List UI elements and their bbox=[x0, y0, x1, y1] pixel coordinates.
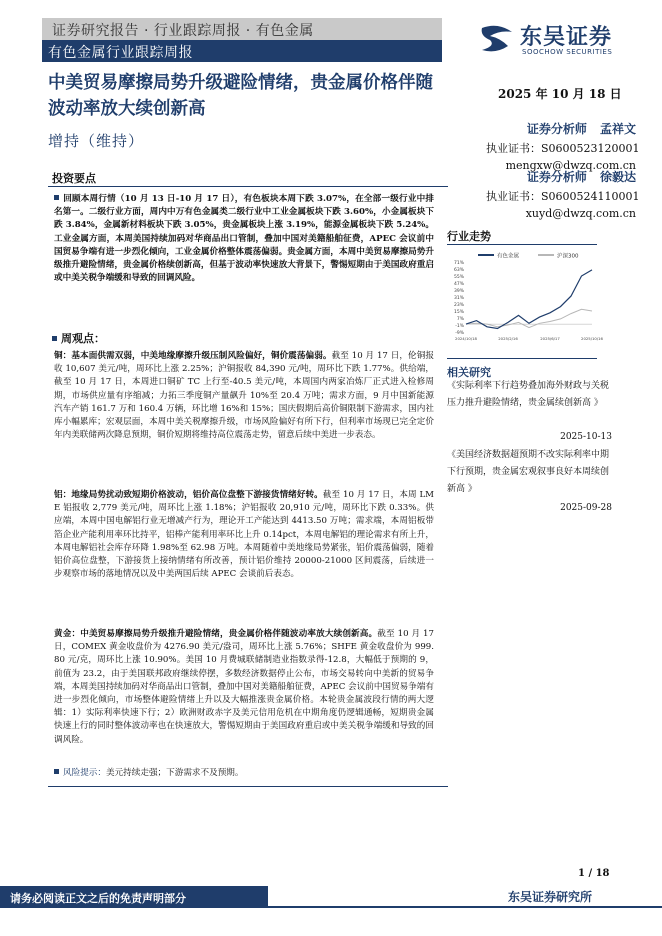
y-tick-label: -1% bbox=[455, 323, 464, 329]
analyst-role: 证券分析师 bbox=[526, 122, 587, 136]
series-line-nonferrous bbox=[466, 270, 592, 329]
analyst-email[interactable]: mengxw@dwzq.com.cn bbox=[505, 159, 636, 172]
related-research-title: 相关研究 bbox=[447, 366, 491, 379]
market-review-text: 回顾本周行情（10 月 13 日-10 月 17 日），有色板块本周下跌 3.07%，在全部一级行业中排名第一。二级行业方面，周内中万有色金属类二级行业中工业金属板块下跌 3.60%，小金属板块下跌 3.84%，金属新材料板块下跌 3.05%，贵金属板块上涨 3.19%，能源金属板块下跌 5.24%。工业金属方面，本周美国持续加码对华商品出口管制，叠加中国对美籍船舶征费，APEC 会议前中国贸易争端有进一步烈化倾向，工业金属价格整体震荡偏弱。贵金属方面，本周中美贸易摩擦局势升级推升避险情绪，贵金属价格续创新高，但基于波动率快速放大背景下，警惕短期由于美国政府重启或中美关税争端缓和导致的回调风险。 bbox=[54, 194, 434, 284]
page-number: 1 / 18 bbox=[578, 868, 610, 879]
industry-trend-chart bbox=[446, 248, 603, 344]
x-tick-label: 2025/6/17 bbox=[540, 336, 560, 341]
aluminum-heading: 铝：地缘局势扰动致短期价格波动，铝价高位盘整下游接货情绪好转。 bbox=[54, 490, 323, 500]
y-tick-label: 15% bbox=[453, 309, 464, 315]
y-tick-label: -9% bbox=[455, 330, 464, 336]
y-tick-label: 63% bbox=[453, 267, 464, 273]
y-tick-label: 23% bbox=[453, 302, 464, 308]
x-tick-label: 2025/2/16 bbox=[498, 336, 518, 341]
views-heading bbox=[52, 330, 105, 346]
bullet-square-icon bbox=[52, 336, 57, 341]
y-tick-label: 55% bbox=[453, 274, 464, 280]
analyst-name: 孟祥文 bbox=[599, 122, 636, 136]
aluminum-paragraph bbox=[54, 489, 434, 581]
divider bbox=[447, 358, 597, 359]
risk-text: 美元持续走强；下游需求不及预期。 bbox=[105, 768, 244, 778]
footer-org: 东吴证券研究所 bbox=[508, 890, 593, 904]
analyst-email[interactable]: xuyd@dwzq.com.cn bbox=[525, 207, 636, 220]
y-tick-label: 71% bbox=[453, 260, 464, 266]
legend-label-nonferrous: 有色金属 bbox=[497, 253, 520, 260]
x-tick-label: 2025/10/16 bbox=[581, 336, 603, 341]
analyst-role: 证券分析师 bbox=[526, 170, 587, 184]
analyst-license: 执业证书：S0600524110001 bbox=[486, 190, 640, 203]
footer-rule bbox=[268, 906, 662, 908]
gold-body: 截至 10 月 17 日，COMEX 黄金收盘价为 4276.90 美元/盎司，周环比上涨 5.76%；SHFE 黄金收盘价为 999.80 元/克，周环比上涨 10.90%。美国 10 月费城联储制造业指数录得-12.8，大幅低于预期的 9，前值为 23.2，由于美国联邦政府继续停摆，多数经济数据停止公布，市场交易转向中美新的贸易争端，本周美国持续加码对华商品出口管制，叠加中国对美籍船舶征费，APEC 会议前中国贸易争端有进一步烈化倾向，市场整体避险情绪上升以及大幅推涨贵金属价格。本轮贵金属波段行情的两大逻辑：1）实际利率快速下行；2）欧洲财政赤字及美元信用危机在中期角度仍逻辑通畅，短期贵金属快速上行的同时整体波动率也在快速放大，警惕短期由于美国政府重启或中美关税争端缓和导致的回调风险。 bbox=[54, 629, 434, 745]
analyst-block-1 bbox=[486, 118, 640, 172]
analyst-license: 执业证书：S0600523120001 bbox=[486, 142, 640, 155]
divider bbox=[447, 244, 597, 245]
x-tick-label: 2024/10/18 bbox=[455, 336, 477, 341]
gold-heading: 黄金：中美贸易摩擦局势升级推升避险情绪，贵金属价格伴随波动率放大续创新高。 bbox=[54, 629, 378, 639]
gold-paragraph bbox=[54, 628, 434, 747]
copper-paragraph bbox=[54, 350, 434, 442]
report-series-bar bbox=[42, 40, 442, 62]
report-category-bar bbox=[42, 18, 442, 40]
logo-mark-icon bbox=[478, 20, 518, 60]
copper-heading: 铜：基本面供需双弱，中美地缘摩擦升级压制风险偏好，铜价震荡偏弱。 bbox=[54, 351, 332, 361]
legend-label-hs300: 沪深300 bbox=[557, 253, 579, 260]
analyst-block-2 bbox=[486, 166, 640, 220]
risk-paragraph bbox=[54, 767, 434, 780]
related-item-1[interactable]: 《实际利率下行趋势叠加海外财政与关税压力推升避险情绪，贵金属续创新高 》 bbox=[447, 381, 610, 408]
logo-en: SOOCHOW SECURITIES bbox=[522, 48, 613, 56]
disclaimer-text: 请务必阅读正文之后的免责声明部分 bbox=[10, 892, 186, 905]
report-category: 证券研究报告 · 行业跟踪周报 · 有色金属 bbox=[52, 23, 314, 39]
brand-logo bbox=[478, 20, 628, 64]
report-rating: 增持（维持） bbox=[48, 132, 145, 150]
y-tick-label: 31% bbox=[453, 295, 464, 301]
views-heading-text: 周观点： bbox=[61, 332, 105, 345]
key-points-heading: 投资要点 bbox=[52, 172, 96, 185]
report-series: 有色金属行业跟踪周报 bbox=[48, 45, 193, 61]
related-item-2[interactable]: 《美国经济数据超预期不改实际利率中期下行预期，贵金属宏观叙事良好本周续创新高 》 bbox=[447, 450, 610, 494]
y-tick-label: 7% bbox=[456, 316, 464, 322]
related-item-2-date: 2025-09-28 bbox=[560, 503, 612, 513]
y-tick-label: 47% bbox=[453, 281, 464, 287]
disclaimer-bar bbox=[0, 886, 268, 908]
bullet-square-icon bbox=[54, 195, 59, 200]
analyst-name: 徐毅达 bbox=[599, 170, 636, 184]
divider bbox=[48, 186, 448, 187]
series-line-hs300 bbox=[466, 309, 592, 327]
logo-cn: 东吴证券 bbox=[520, 25, 613, 50]
divider bbox=[48, 786, 448, 787]
risk-label: 风险提示： bbox=[63, 768, 106, 778]
report-date: 2025 年 10 月 18 日 bbox=[498, 87, 622, 101]
copper-body: 截至 10 月 17 日，伦铜报收 10,607 美元/吨，周环比上涨 2.25%；沪铜报收 84,390 元/吨，周环比下跌 1.77%。供给端，截至 10 月 17 日，本周进口铜矿 TC 上行至-40.5 美元/吨，本周国内两家冶炼厂正式进入检修周期，市场供应量有序缩减；力拓三季度铜产量飙升 10%至 20.4 万吨；需求方面，9 月中国新能源汽车产销 161.7 万和 160.4 万辆，环比增 16%和 15%；国庆假期后高价铜限制下游需求，国内社库小幅累库；宏观层面，本周中美关税摩擦升级，市场风险偏好有所下行，但利率市场现已完全定价年内美联储两次降息预期，铜价短期将维持高位震荡走势，留意后续中美进一步表态。 bbox=[54, 351, 434, 441]
report-title: 中美贸易摩擦局势升级避险情绪，贵金属价格伴随波动率放大续创新高 bbox=[48, 73, 433, 119]
chart-title: 行业走势 bbox=[447, 230, 491, 243]
market-review-paragraph bbox=[54, 193, 434, 285]
related-item-1-date: 2025-10-13 bbox=[560, 432, 612, 442]
aluminum-body: 截至 10 月 17 日，本周 LME 铝报收 2,779 美元/吨，周环比上涨 1.18%；沪铝报收 20,910 元/吨，周环比下跌 0.33%。供应端，本周中国电解铝行业无增减产行为，理论开工产能达到 4413.50 万吨；需求端，本周铝板带箔企业产能利用率环比持平，铝棒产能利用率环比上升 0.14pct，本周电解铝的理论需求有所上升，本周电解铝社会库存环降 1.98%至 62.98 万吨。本周随着中美地缘局势紧张，铝价震荡偏弱，随着铝价高位盘整，下游接货上接纳情绪有所改善，预计铝价维持 20000-21000 区间震荡，后续进一步观察市场的落地情况以及中美两国后续 APEC 会谈前后表态。 bbox=[54, 490, 434, 580]
bullet-square-icon bbox=[54, 769, 59, 774]
y-tick-label: 39% bbox=[453, 288, 464, 294]
